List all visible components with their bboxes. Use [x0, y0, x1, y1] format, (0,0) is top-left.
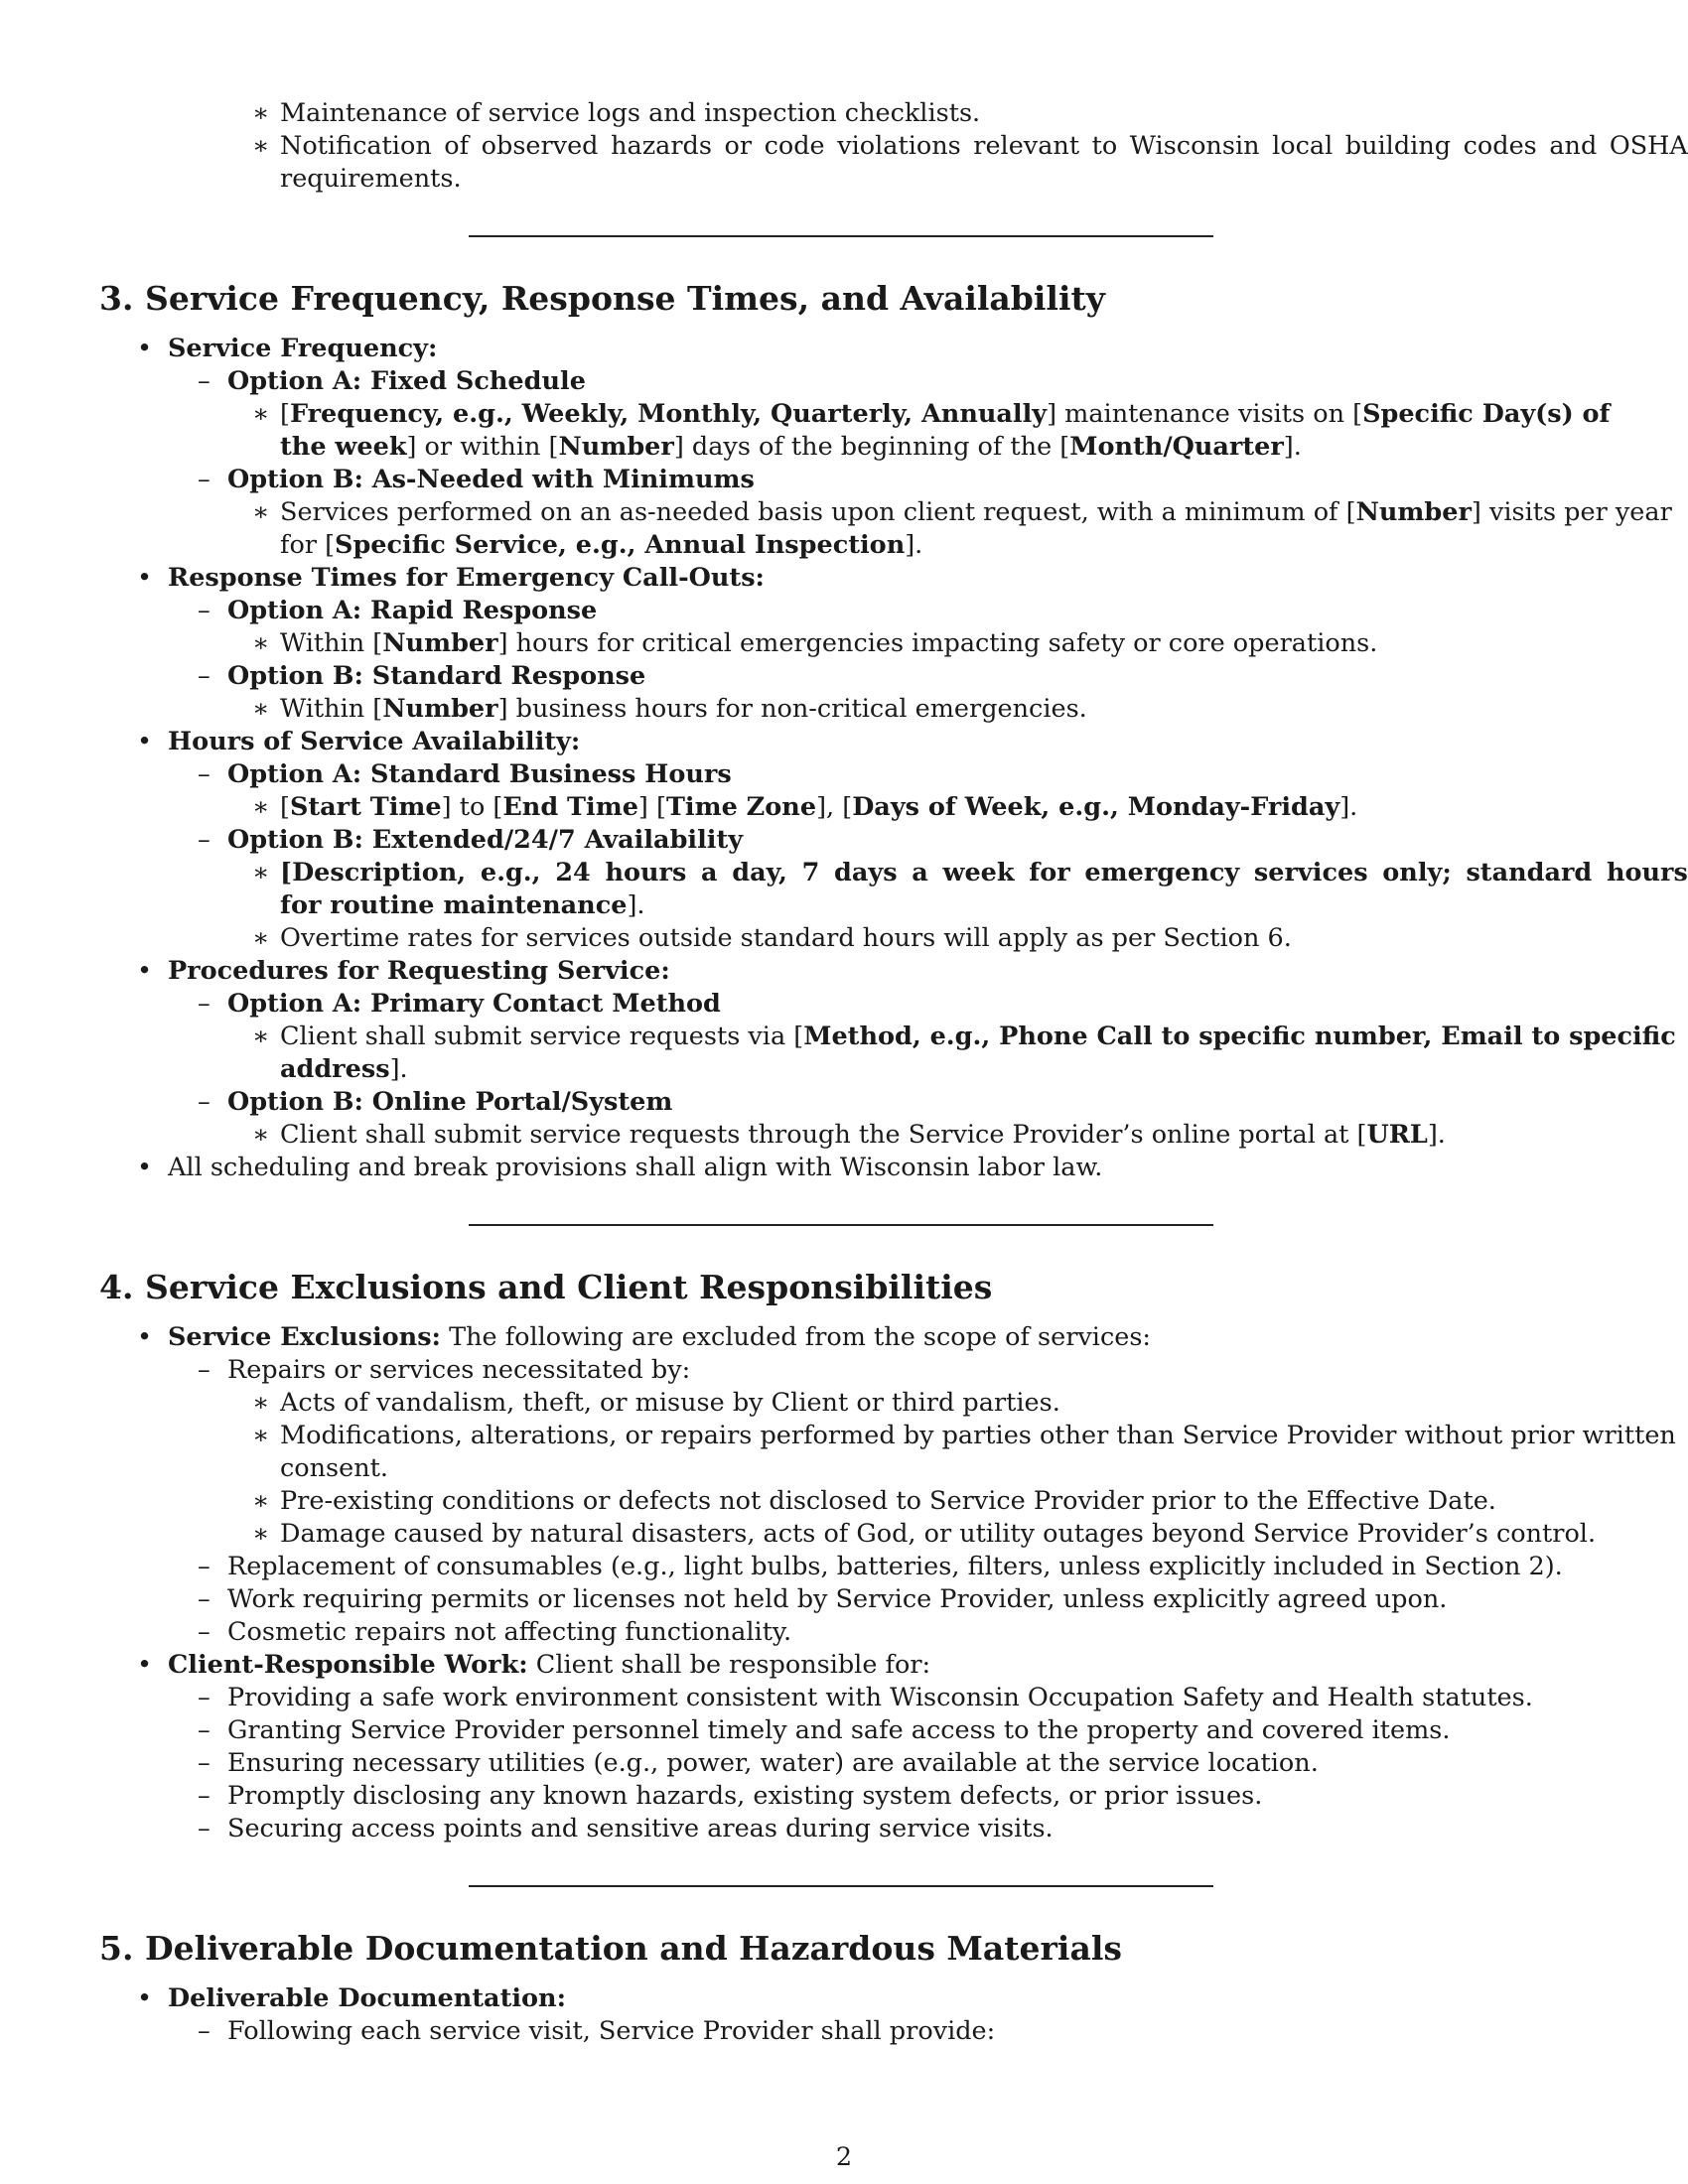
bullet-marker: •	[137, 1983, 153, 2013]
list-item: • Hours of Service Availability:	[137, 727, 581, 756]
star-marker: ∗	[252, 694, 270, 724]
list-item: ∗ Acts of vandalism, theft, or misuse by Client or third parties.	[252, 1388, 1060, 1418]
bullet-marker: •	[137, 1153, 153, 1182]
dash-marker: –	[198, 1814, 211, 1843]
star-marker: ∗	[252, 1519, 270, 1549]
list-item: ∗ Overtime rates for services outside standard hours will apply as per Section 6.	[252, 923, 1292, 953]
list-item: – Option B: Extended/24/7 Availability	[198, 825, 744, 855]
list-item: ∗ [Frequency, e.g., Weekly, Monthly, Quarterly, Annually] maintenance visits on [Specific Day(s) of	[252, 399, 1611, 429]
section-divider	[469, 1224, 1213, 1226]
continuation-line: address].	[280, 1054, 408, 1084]
dash-marker: –	[198, 989, 211, 1019]
continuation-line: for routine maintenance].	[280, 890, 645, 920]
list-item: – Option A: Fixed Schedule	[198, 366, 586, 396]
star-marker: ∗	[252, 1486, 270, 1516]
list-item: – Option B: As-Needed with Minimums	[198, 465, 755, 494]
list-item: – Work requiring permits or licenses not held by Service Provider, unless explicitly agreed upon.	[198, 1584, 1448, 1614]
list-item: – Cosmetic repairs not affecting functionality.	[198, 1617, 792, 1647]
justified-line: Notification of observed hazards or code violations relevant to Wisconsin local building codes and OSHA	[280, 131, 1688, 161]
dash-marker: –	[198, 1552, 211, 1581]
star-marker: ∗	[252, 628, 270, 658]
section-heading: 4. Service Exclusions and Client Responsibilities	[99, 1268, 993, 1306]
list-item: ∗ Pre-existing conditions or defects not disclosed to Service Provider prior to the Effective Date.	[252, 1486, 1496, 1516]
dash-marker: –	[198, 1087, 211, 1117]
star-marker: ∗	[252, 1120, 270, 1150]
dash-marker: –	[198, 1617, 211, 1647]
dash-marker: –	[198, 465, 211, 494]
star-marker: ∗	[252, 792, 270, 822]
star-marker: ∗	[252, 1421, 270, 1450]
continuation-line: consent.	[280, 1453, 389, 1483]
list-item: – Granting Service Provider personnel timely and safe access to the property and covered items.	[198, 1715, 1451, 1745]
list-item: – Option A: Primary Contact Method	[198, 989, 721, 1019]
dash-marker: –	[198, 759, 211, 789]
dash-marker: –	[198, 1584, 211, 1614]
list-item: – Securing access points and sensitive areas during service visits.	[198, 1814, 1054, 1843]
list-item: ∗ Within [Number] business hours for non-critical emergencies.	[252, 694, 1087, 724]
list-item: • Client-Responsible Work: Client shall be responsible for:	[137, 1650, 931, 1680]
list-item: – Ensuring necessary utilities (e.g., power, water) are available at the service location.	[198, 1748, 1319, 1778]
list-item: – Option A: Rapid Response	[198, 596, 598, 625]
dash-marker: –	[198, 366, 211, 396]
dash-marker: –	[198, 1781, 211, 1811]
list-item: ∗ Modifications, alterations, or repairs performed by parties other than Service Provider without prior written	[252, 1421, 1676, 1450]
section-divider	[469, 1885, 1213, 1887]
bullet-marker: •	[137, 334, 153, 363]
list-item: ∗ Maintenance of service logs and inspection checklists.	[252, 98, 981, 128]
list-item: • Procedures for Requesting Service:	[137, 956, 670, 986]
bullet-marker: •	[137, 956, 153, 986]
list-item: – Repairs or services necessitated by:	[198, 1355, 691, 1385]
list-item: • Deliverable Documentation:	[137, 1983, 566, 2013]
dash-marker: –	[198, 1683, 211, 1712]
list-item: – Option B: Online Portal/System	[198, 1087, 673, 1117]
dash-marker: –	[198, 596, 211, 625]
list-item: – Following each service visit, Service Provider shall provide:	[198, 2016, 996, 2046]
star-marker: ∗	[252, 923, 270, 953]
list-item: – Option B: Standard Response	[198, 661, 646, 691]
section-heading: 3. Service Frequency, Response Times, and Availability	[99, 279, 1105, 318]
list-item: ∗ Client shall submit service requests via [Method, e.g., Phone Call to specific number, Email to specific	[252, 1022, 1676, 1051]
list-item: ∗ Services performed on an as-needed basis upon client request, with a minimum of [Number] visits per year	[252, 497, 1672, 527]
dash-marker: –	[198, 661, 211, 691]
star-marker: ∗	[252, 497, 270, 527]
dash-marker: –	[198, 1748, 211, 1778]
list-item: – Providing a safe work environment consistent with Wisconsin Occupation Safety and Health statutes.	[198, 1683, 1533, 1712]
bullet-marker: •	[137, 727, 153, 756]
bullet-marker: •	[137, 563, 153, 593]
star-marker: ∗	[252, 1388, 270, 1418]
list-item: ∗ Client shall submit service requests through the Service Provider’s online portal at [URL].	[252, 1120, 1446, 1150]
dash-marker: –	[198, 1355, 211, 1385]
star-marker: ∗	[252, 858, 270, 887]
list-item: • All scheduling and break provisions shall align with Wisconsin labor law.	[137, 1153, 1103, 1182]
section-divider	[469, 235, 1213, 237]
list-item: – Option A: Standard Business Hours	[198, 759, 732, 789]
list-item: ∗ Damage caused by natural disasters, acts of God, or utility outages beyond Service Provider’s control.	[252, 1519, 1597, 1549]
list-item: – Replacement of consumables (e.g., light bulbs, batteries, filters, unless explicitly included in Section 2).	[198, 1552, 1563, 1581]
section-heading: 5. Deliverable Documentation and Hazardous Materials	[99, 1929, 1122, 1968]
justified-line: [Description, e.g., 24 hours a day, 7 days a week for emergency services only; standard hours	[280, 858, 1688, 887]
star-marker: ∗	[252, 399, 270, 429]
continuation-line: the week] or within [Number] days of the beginning of the [Month/Quarter].	[280, 432, 1302, 462]
list-item: ∗ [Start Time] to [End Time] [Time Zone], [Days of Week, e.g., Monday-Friday].	[252, 792, 1358, 822]
list-item: • Response Times for Emergency Call-Outs:	[137, 563, 765, 593]
list-item: • Service Frequency:	[137, 334, 438, 363]
list-item: • Service Exclusions: The following are excluded from the scope of services:	[137, 1322, 1152, 1352]
list-item	[99, 857, 1688, 889]
dash-marker: –	[198, 1715, 211, 1745]
star-marker: ∗	[252, 1022, 270, 1051]
star-marker: ∗	[252, 131, 270, 161]
bullet-marker: •	[137, 1650, 153, 1680]
continuation-line: for [Specific Service, e.g., Annual Inspection].	[280, 530, 923, 560]
list-item: – Promptly disclosing any known hazards, existing system defects, or prior issues.	[198, 1781, 1263, 1811]
page-content	[99, 97, 1688, 2048]
list-item	[99, 130, 1688, 163]
continuation-line: requirements.	[280, 164, 462, 194]
bullet-marker: •	[137, 1322, 153, 1352]
dash-marker: –	[198, 825, 211, 855]
list-item: ∗ Within [Number] hours for critical emergencies impacting safety or core operations.	[252, 628, 1378, 658]
dash-marker: –	[198, 2016, 211, 2046]
page-number: 2	[835, 2142, 853, 2172]
star-marker: ∗	[252, 98, 270, 128]
